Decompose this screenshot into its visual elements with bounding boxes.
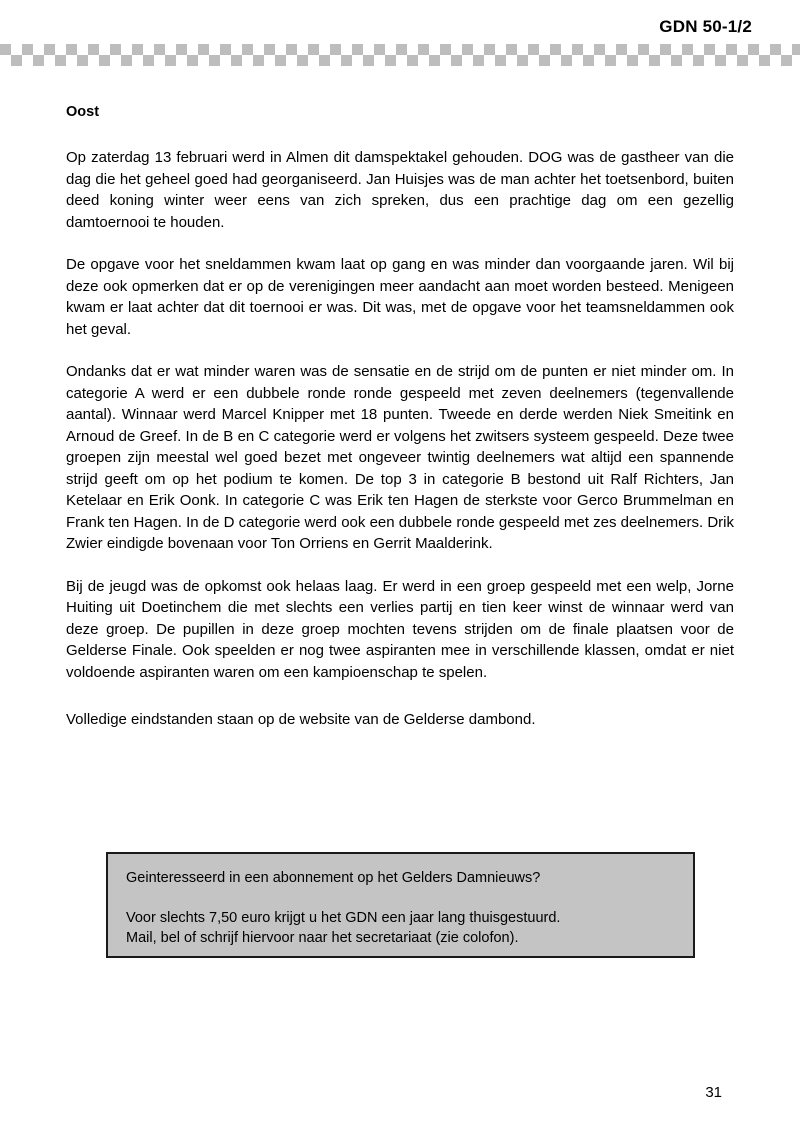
ad-spacer xyxy=(126,888,675,908)
article-paragraph: De opgave voor het sneldammen kwam laat op gang en was minder dan voorgaande jaren. Wil bij deze ook opmerken dat er op de verenigingen meer aandacht aan moet worden besteed. Menigeen kwam er laat achter dat dit toernooi er was. Dit was, met de opgave voor het teamsneldammen ook het geval. xyxy=(66,256,734,338)
article-paragraph: Op zaterdag 13 februari werd in Almen dit damspektakel gehouden. DOG was de gastheer van die dag die het geheel goed had georganiseerd. Jan Huisjes was de man achter het toetsenbord, buiten deed koning winter weer eens van zich spreken, dus een prachtige dag om een gezellig damtoernooi te houden. xyxy=(66,149,734,231)
subscription-ad-inner xyxy=(108,854,693,948)
ad-question-line: Geinteresseerd in een abonnement op het Gelders Damnieuws? xyxy=(126,870,541,886)
article-paragraph: Bij de jeugd was de opkomst ook helaas laag. Er werd in een groep gespeeld met een welp, Jorne Huiting uit Doetinchem die met slechts een verlies partij en tien keer winst de winnaar werd van deze groep. De pupillen in deze groep mochten tevens strijden om de finale plaatsen voor de Gelderse Finale. Ook speelden er nog twee aspiranten mee in verschillende klassen, omdat er niet voldoende aspiranten waren om een kampioenschap te spelen. xyxy=(66,577,734,681)
closing-line: Volledige eindstanden staan op de website van de Gelderse dambond. xyxy=(66,711,536,729)
subscription-ad-box xyxy=(106,852,695,958)
checkerboard-row-bottom xyxy=(0,55,800,66)
section-title: Oost xyxy=(66,104,100,120)
issue-title: GDN 50-1/2 xyxy=(659,17,752,36)
article-content xyxy=(66,104,734,731)
ad-contact-line: Mail, bel of schrijf hiervoor naar het secretariaat (zie colofon). xyxy=(126,930,519,946)
ad-price-line: Voor slechts 7,50 euro krijgt u het GDN een jaar lang thuisgestuurd. xyxy=(126,910,561,926)
article-paragraph: Ondanks dat er wat minder waren was de sensatie en de strijd om de punten er niet minder om. In categorie A werd er een dubbele ronde ronde gespeeld met zeven deelnemers (tegenvallende aantal). Winnaar werd Marcel Knipper met 18 punten. Tweede en derde werden Niek Smeitink en Arnoud de Greef. In de B en C categorie werd er volgens het zwitsers systeem gespeeld. Deze twee groepen zijn meestal wel goed bezet met ongeveer twintig deelnemers wat altijd een spannende strijd geeft om op het podium te komen. De top 3 in categorie B bestond uit Ralf Richters, Jan Ketelaar en Erik Oonk. In categorie C was Erik ten Hagen de sterkste voor Gerco Brummelman en Frank ten Hagen. In de D categorie werd ook een dubbele ronde gespeeld met zes deelnemers. Drik Zwier eindigde bovenaan voor Ton Orriens en Gerrit Maalderink. xyxy=(66,363,734,553)
page-number: 31 xyxy=(705,1084,722,1101)
checkerboard-row-top xyxy=(0,44,800,55)
checkerboard-divider xyxy=(0,44,800,66)
